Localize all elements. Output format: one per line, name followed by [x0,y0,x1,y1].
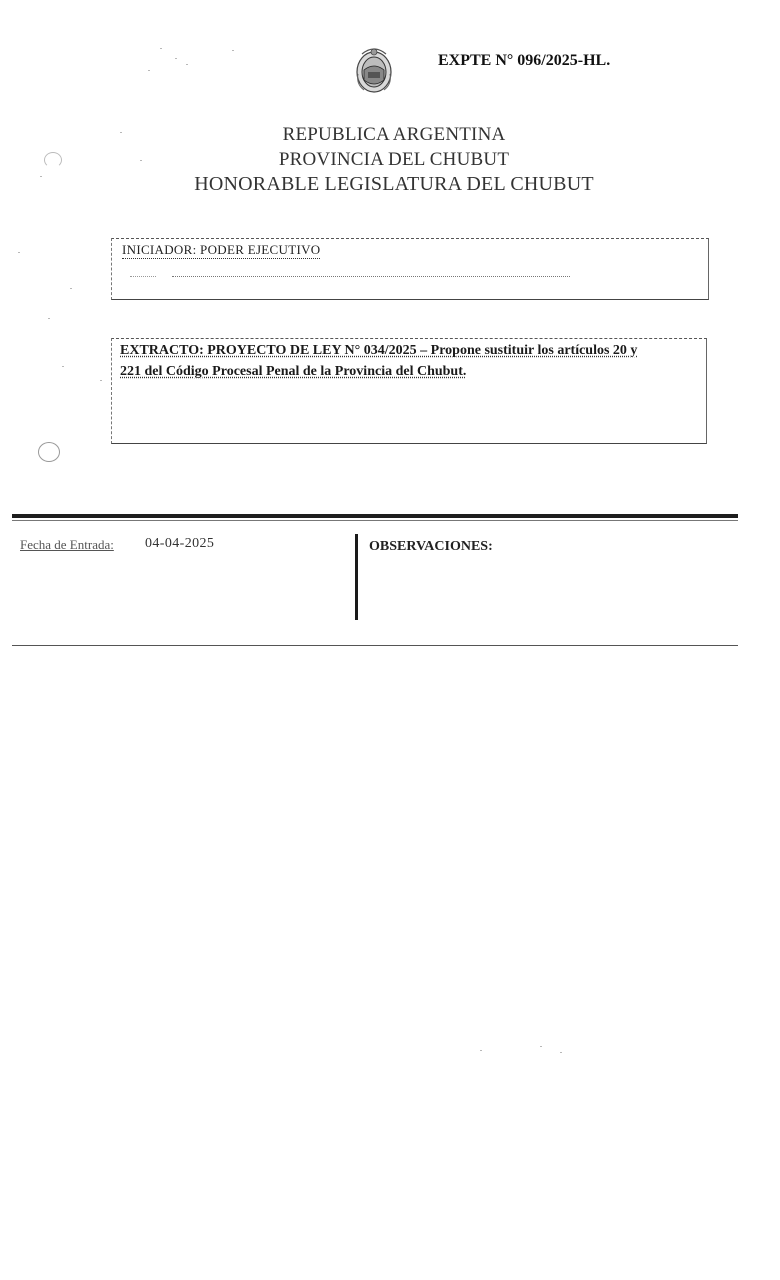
header-province: PROVINCIA DEL CHUBUT [278,149,510,170]
extracto-line-1: EXTRACTO: PROYECTO DE LEY N° 034/2025 – Propone sustituir los artículos 20 y [120,343,638,358]
scan-speck [560,1052,562,1053]
bottom-rule [12,645,738,646]
scan-speck [232,50,234,51]
fecha-entrada-label: Fecha de Entrada: [20,537,114,552]
coat-of-arms-seal-icon [352,44,396,96]
scan-speck [140,160,142,161]
column-divider [355,534,358,620]
extracto-text [120,340,700,382]
scan-speck [40,176,42,177]
fecha-entrada-value: 04-04-2025 [145,536,215,551]
scan-speck [18,252,20,253]
scan-speck [160,48,162,49]
observaciones-label: OBSERVACIONES: [369,539,493,554]
scan-speck [48,318,50,319]
header-country: REPUBLICA ARGENTINA [282,124,506,145]
iniciador-text: INICIADOR: PODER EJECUTIVO [122,242,321,257]
scan-speck [175,58,177,59]
section-separator-thin [12,520,738,521]
dotted-rule [130,276,156,277]
section-separator [12,514,738,518]
scan-speck [70,288,72,289]
expediente-number: EXPTE N° 096/2025-HL. [438,52,611,69]
dotted-rule [172,276,570,277]
scan-speck [100,380,102,381]
header-legislature: HONORABLE LEGISLATURA DEL CHUBUT [194,173,594,195]
scan-speck [62,366,64,367]
scan-speck [120,132,122,133]
extracto-line-2: 221 del Código Procesal Penal de la Provincia del Chubut. [120,364,467,379]
margin-mark [38,442,60,462]
scan-speck [148,70,150,71]
scan-speck [186,64,188,65]
margin-mark [44,152,62,168]
scan-speck [480,1050,482,1051]
scan-speck [540,1046,542,1047]
